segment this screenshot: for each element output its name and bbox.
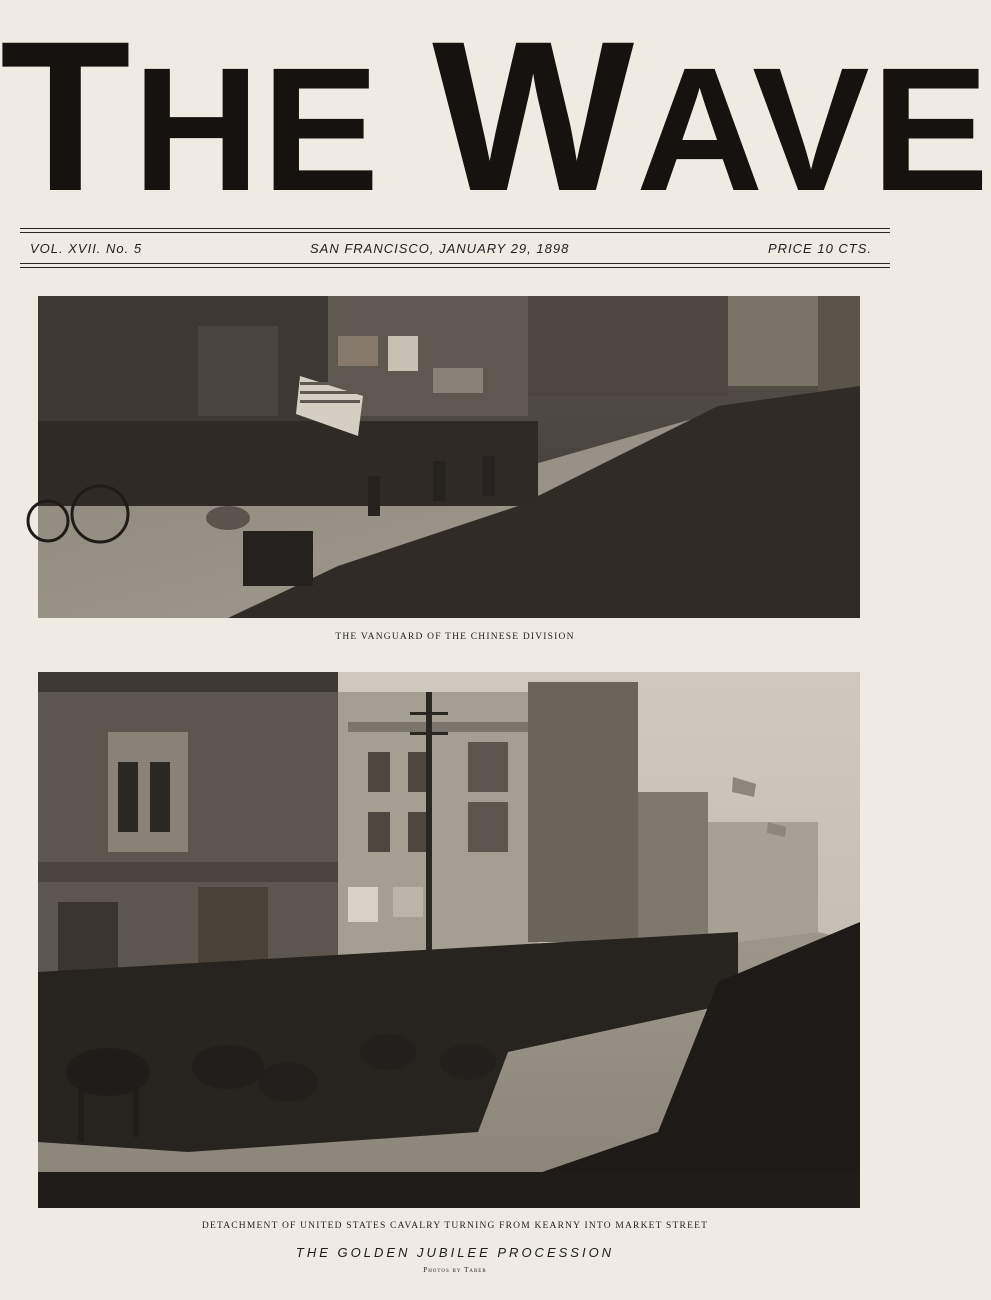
masthead-letter-w: W	[432, 0, 637, 236]
photo-chinese-division	[38, 296, 860, 618]
photo-cavalry-detachment	[38, 672, 860, 1208]
volume-number: VOL. XVII. No. 5	[30, 241, 143, 256]
bottom-rule-1	[20, 263, 890, 264]
masthead-letter-t: T	[0, 0, 133, 236]
feature-title: THE GOLDEN JUBILEE PROCESSION	[295, 1245, 615, 1260]
masthead-title	[0, 0, 991, 236]
top-rule-2	[20, 232, 890, 233]
photo-credit: Photos by Taber	[423, 1266, 487, 1274]
masthead-word-he: HE	[132, 32, 433, 228]
masthead-word-ave: AVE	[636, 32, 991, 228]
bottom-rule-2	[20, 267, 890, 268]
place-and-date: SAN FRANCISCO, JANUARY 29, 1898	[310, 241, 570, 256]
top-rule-1	[20, 228, 890, 229]
photo-1-caption: THE VANGUARD OF THE CHINESE DIVISION	[335, 632, 575, 642]
photo-2-caption: DETACHMENT OF UNITED STATES CAVALRY TURNING FROM KEARNY INTO MARKET STREET	[201, 1221, 709, 1231]
price: PRICE 10 CTS.	[768, 241, 873, 256]
